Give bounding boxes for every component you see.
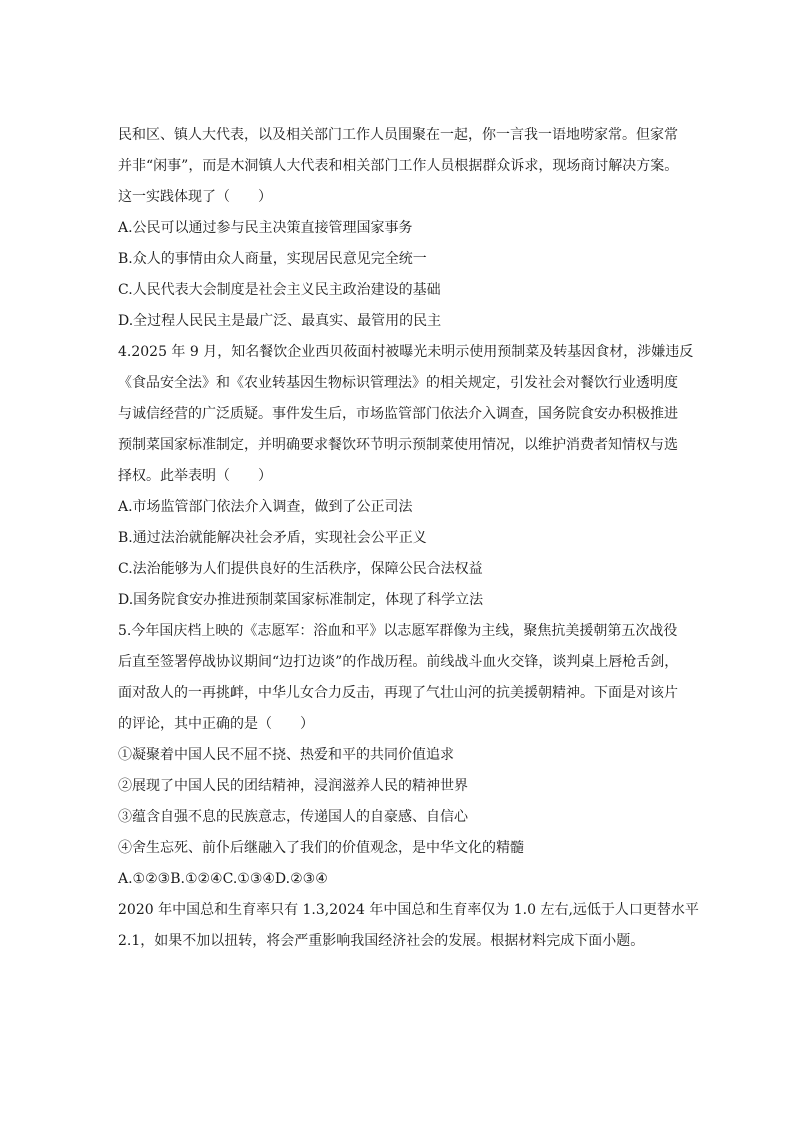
q4-stem-line-5: 择权。此举表明（ ）	[118, 468, 272, 484]
q5-statement-1: ①凝聚着中国人民不屈不挠、热爱和平的共同价值追求	[118, 747, 454, 763]
page-content	[118, 120, 698, 957]
q3-stem-line-1: 民和区、镇人大代表，以及相关部门工作人员围聚在一起，你一言我一语地唠家常。但家常	[118, 127, 678, 143]
q4-option-d: D.国务院食安办推进预制菜国家标准制定，体现了科学立法	[118, 592, 484, 608]
q3-option-c: C.人民代表大会制度是社会主义民主政治建设的基础	[118, 282, 441, 298]
q3-stem-line-2: 并非“闲事”，而是木洞镇人大代表和相关部门工作人员根据群众诉求，现场商讨解决方案。	[118, 158, 679, 174]
q4-option-b: B.通过法治就能解决社会矛盾，实现社会公平正义	[118, 530, 427, 546]
q4-stem-line-2: 《食品安全法》和《农业转基因生物标识管理法》的相关规定，引发社会对餐饮行业透明度	[118, 375, 678, 391]
q5-stem-line-1: 5.今年国庆档上映的《志愿军：浴血和平》以志愿军群像为主线，聚焦抗美援朝第五次战役	[118, 623, 678, 639]
q3-option-d: D.全过程人民民主是最广泛、最真实、最管用的民主	[118, 313, 442, 329]
material-line-1: 2020 年中国总和生育率只有 1.3,2024 年中国总和生育率仅为 1.0 左右,远低于人口更替水平	[118, 902, 699, 918]
q4-option-a: A.市场监管部门依法介入调查，做到了公正司法	[118, 499, 413, 515]
q5-stem-line-4: 的评论，其中正确的是（ ）	[118, 716, 314, 732]
q4-option-c: C.法治能够为人们提供良好的生活秩序，保障公民合法权益	[118, 561, 483, 577]
q4-stem-line-4: 预制菜国家标准制定，并明确要求餐饮环节明示预制菜使用情况，以维护消费者知情权与选	[118, 437, 678, 453]
material-line-2: 2.1，如果不加以扭转，将会严重影响我国经济社会的发展。根据材料完成下面小题。	[118, 933, 645, 949]
q4-stem-line-3: 与诚信经营的广泛质疑。事件发生后，市场监管部门依法介入调查，国务院食安办积极推进	[118, 406, 678, 422]
q3-option-a: A.公民可以通过参与民主决策直接管理国家事务	[118, 220, 413, 236]
q5-options: A.①②③B.①②④C.①③④D.②③④	[118, 871, 328, 887]
q5-statement-3: ③蕴含自强不息的民族意志，传递国人的自豪感、自信心	[118, 809, 468, 825]
q4-stem-line-1: 4.2025 年 9 月，知名餐饮企业西贝莜面村被曝光未明示使用预制菜及转基因食材，涉嫌违反	[118, 344, 694, 360]
q5-statement-2: ②展现了中国人民的团结精神，浸润滋养人民的精神世界	[118, 778, 468, 794]
q5-stem-line-2: 后直至签署停战协议期间“边打边谈”的作战历程。前线战斗血火交锋，谈判桌上唇枪舌剑，	[118, 654, 679, 670]
q5-stem-line-3: 面对敌人的一再挑衅，中华儿女合力反击，再现了气壮山河的抗美援朝精神。下面是对该片	[118, 685, 678, 701]
q3-stem-line-3: 这一实践体现了（ ）	[118, 189, 272, 205]
q3-option-b: B.众人的事情由众人商量，实现居民意见完全统一	[118, 251, 427, 267]
q5-statement-4: ④舍生忘死、前仆后继融入了我们的价值观念，是中华文化的精髓	[118, 840, 524, 856]
